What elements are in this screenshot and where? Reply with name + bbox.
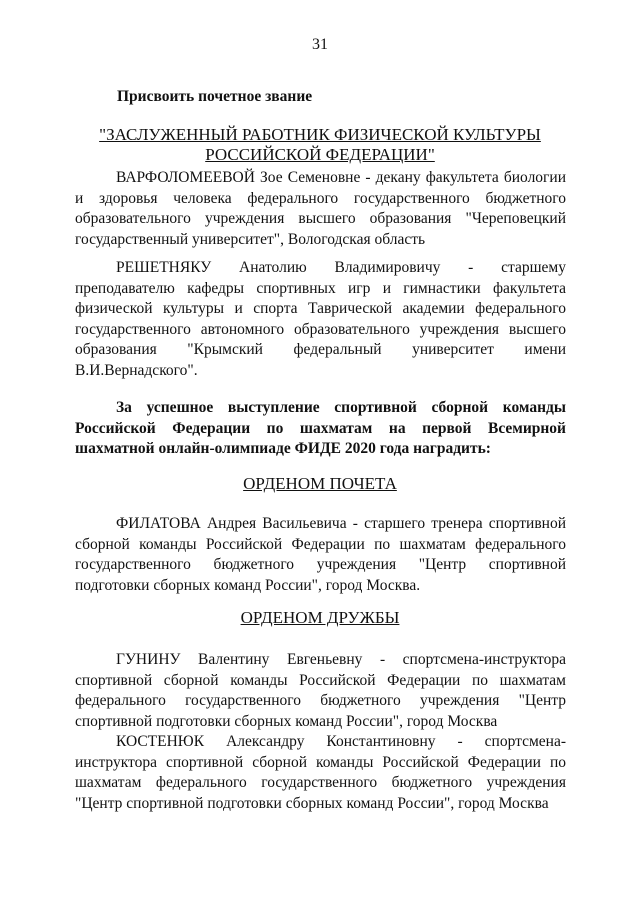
honoree-details: Анатолию Владимировичу - старшему преподавателю кафедры спортивных игр и гимнастики факультета физической культуры и спорта Таврической академии федерального государственного автономного образовательного учреждения высшего образования "Крымский федеральный университет имени В.И.Вернадского".: [75, 259, 566, 379]
recipient-surname: ФИЛАТОВА: [116, 515, 201, 532]
honorary-title-line-1: "ЗАСЛУЖЕННЫЙ РАБОТНИК ФИЗИЧЕСКОЙ КУЛЬТУРЫ: [99, 125, 541, 144]
honoree-surname: ВАРФОЛОМЕЕВОЙ: [116, 169, 255, 186]
recipient-surname: ГУНИНУ: [116, 651, 181, 668]
intro-heading: Присвоить почетное звание: [117, 88, 313, 105]
honorary-title: [60, 125, 580, 165]
order-heading: ОРДЕНОМ ДРУЖБЫ: [240, 608, 400, 627]
honoree-entry: [75, 168, 566, 250]
honoree-surname: РЕШЕТНЯКУ: [116, 259, 212, 276]
honoree-details: Зое Семеновне - декану факультета биологии и здоровья человека федерального государственного бюджетного образовательного учреждения высшего образования "Череповецкий государственный университет", Вологодская область: [75, 169, 566, 248]
order-recipient: [75, 650, 566, 732]
honoree-entry: [75, 258, 566, 381]
recipient-details: Андрея Васильевича - старшего тренера спортивной сборной команды Российской Федерации по шахматам федерального государственного бюджетного учреждения "Центр спортивной подготовки сборных команд России", город Москва.: [75, 515, 566, 594]
recipient-details: Александру Константиновну - спортсмена-инструктора спортивной сборной команды Российской Федерации по шахматам федерального государственного бюджетного учреждения "Центр спортивной подготовки сборных команд России", город Москва: [75, 733, 566, 812]
order-recipient: [75, 732, 566, 814]
order-heading: ОРДЕНОМ ПОЧЕТА: [243, 474, 397, 493]
award-intro: За успешное выступление спортивной сборной команды Российской Федерации по шахматам на первой Всемирной шахматной онлайн-олимпиаде ФИДЕ 2020 года наградить:: [75, 399, 566, 457]
page-number: 31: [312, 36, 328, 53]
recipient-surname: КОСТЕНЮК: [116, 733, 205, 750]
recipient-details: Валентину Евгеньевну - спортсмена-инструктора спортивной сборной команды Российской Федерации по шахматам федерального государственного бюджетного учреждения "Центр спортивной подготовки сборных команд России", город Москва: [75, 651, 566, 730]
honorary-title-line-2: РОССИЙСКОЙ ФЕДЕРАЦИИ": [205, 145, 435, 164]
order-recipient: [75, 514, 566, 596]
